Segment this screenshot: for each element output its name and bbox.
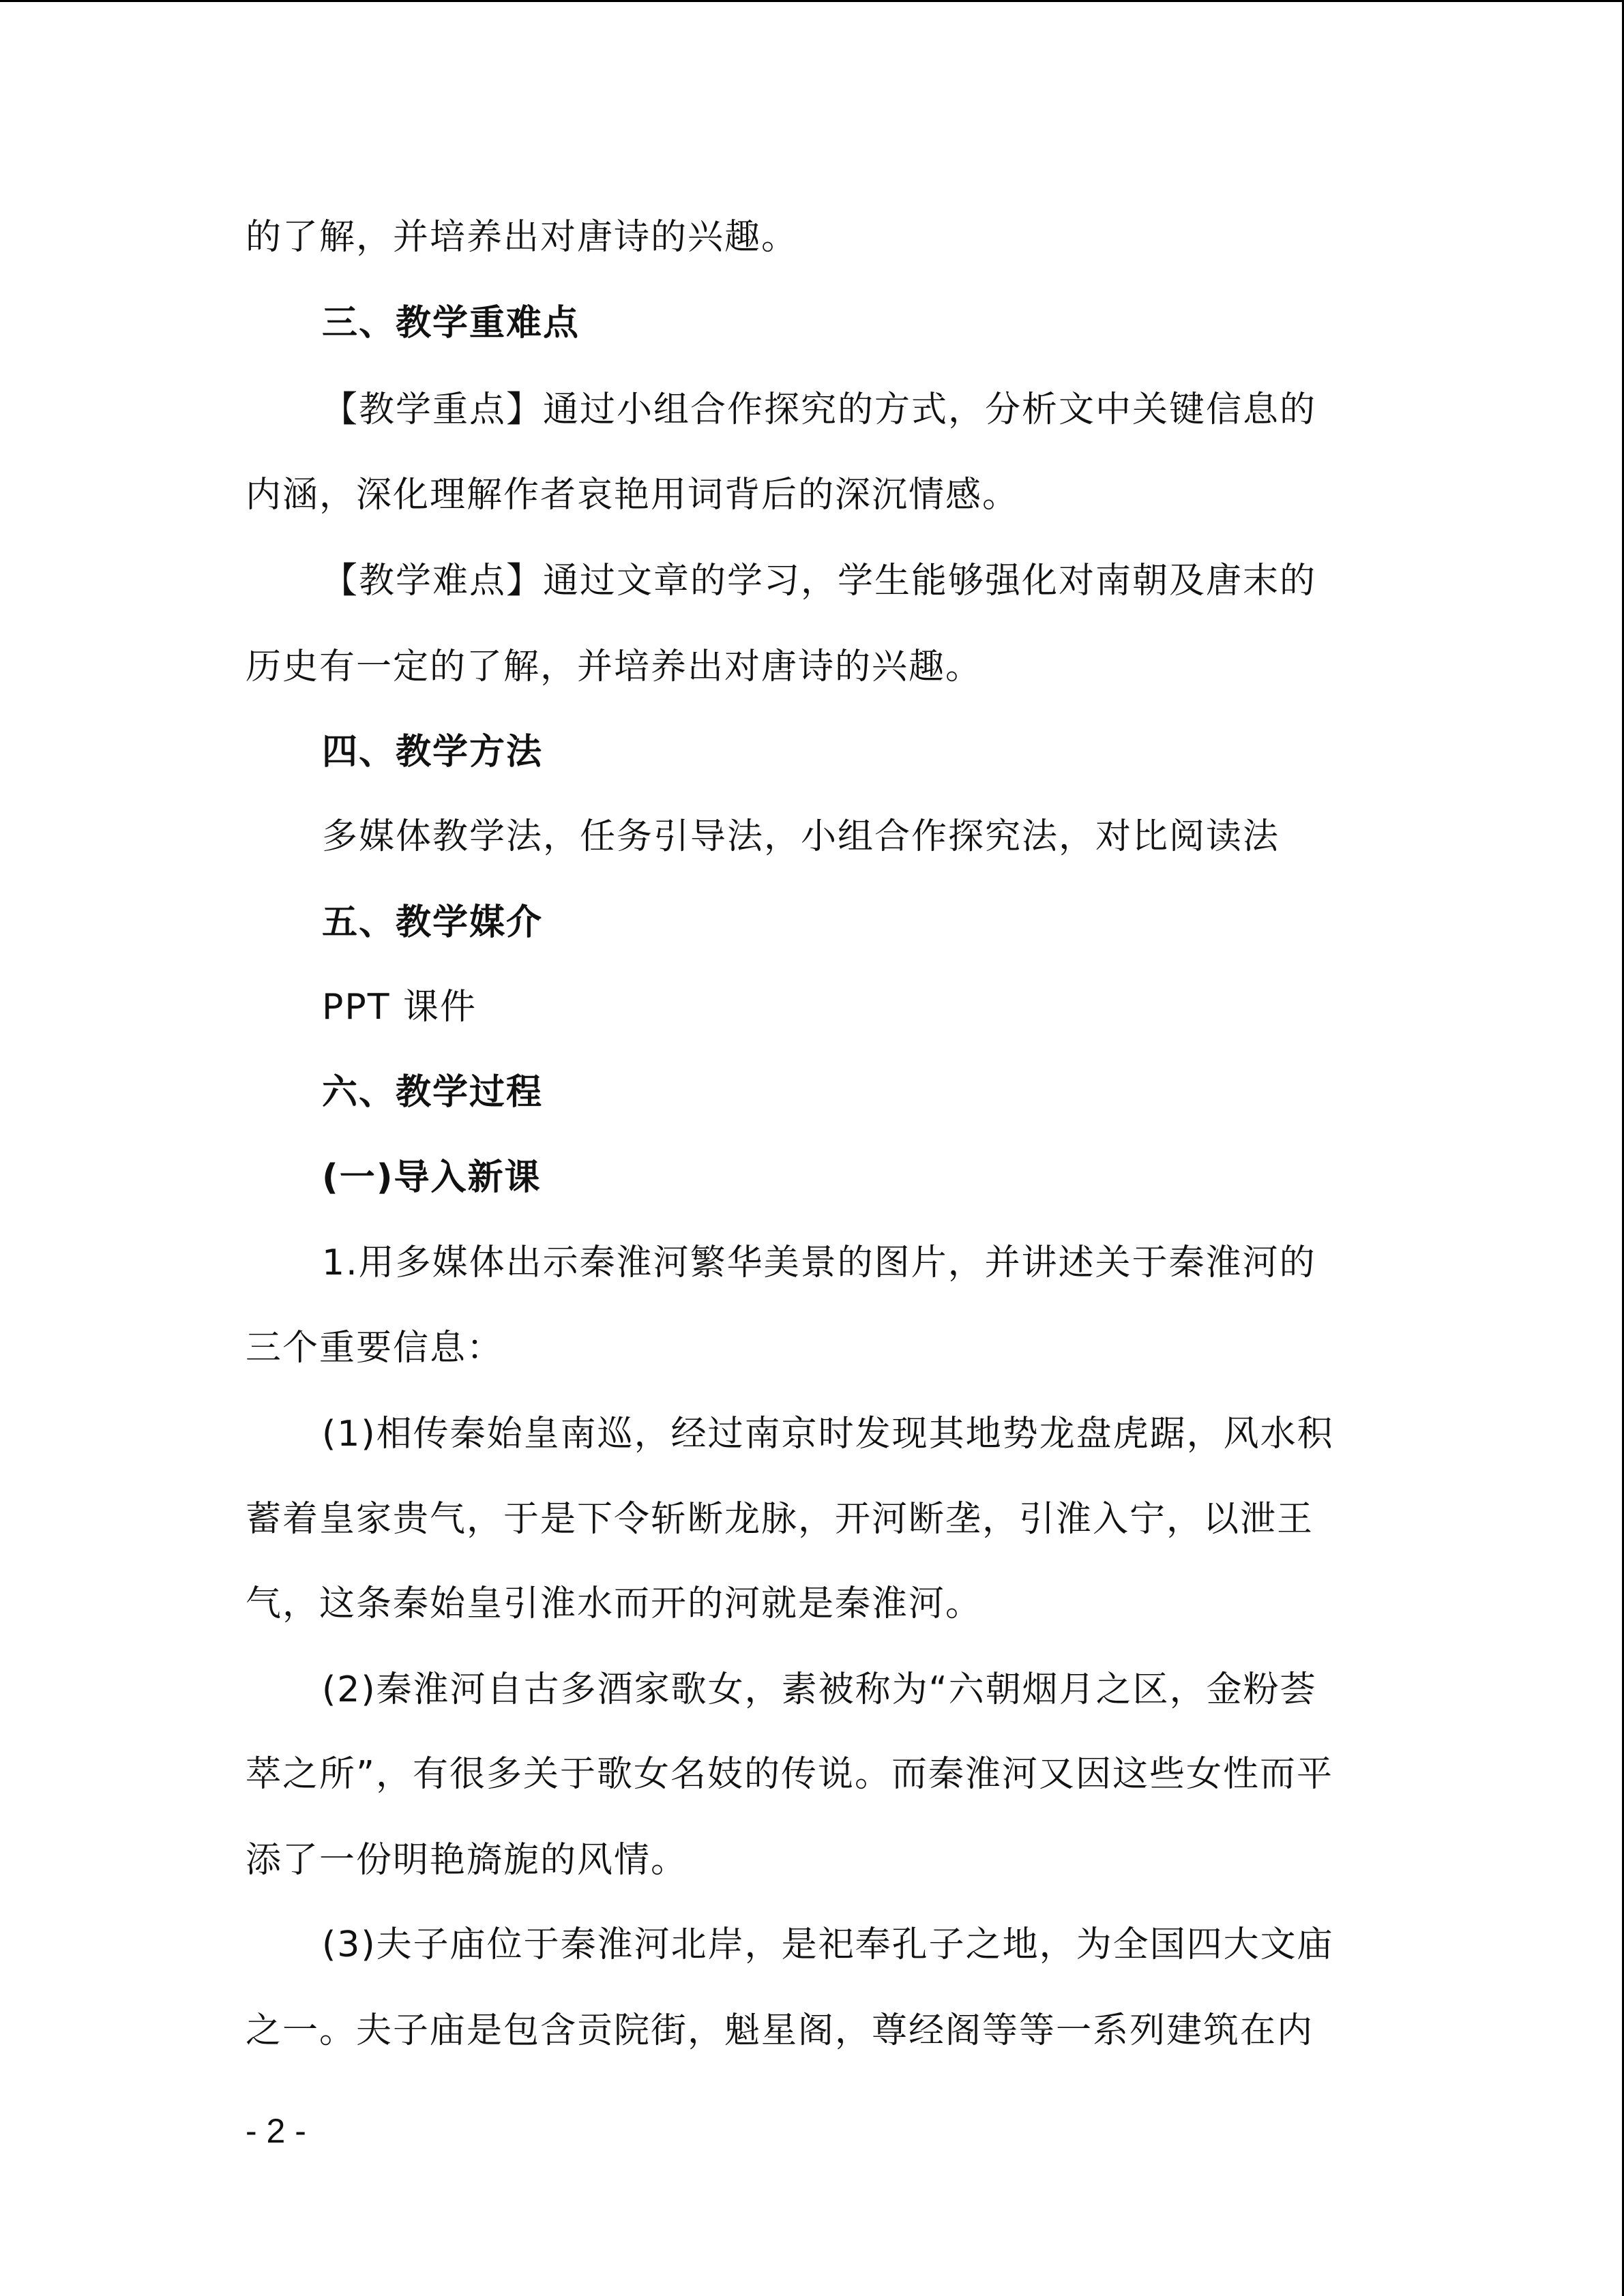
paragraph-line: 三个重要信息： xyxy=(246,1328,504,1369)
page-number: - 2 - xyxy=(246,2112,306,2150)
paragraph-line: 历史有一定的了解，并培养出对唐诗的兴趣。 xyxy=(246,646,983,687)
section-heading-teaching-process: 六、教学过程 xyxy=(322,1072,544,1113)
paragraph-line: 内涵，深化理解作者哀艳用词背后的深沉情感。 xyxy=(246,475,1020,516)
paragraph-line: 添了一份明艳旖旎的风情。 xyxy=(246,1840,688,1881)
subsection-heading-introduction: (一)导入新课 xyxy=(322,1157,542,1198)
paragraph-line: (1)相传秦始皇南巡，经过南京时发现其地势龙盘虎踞，风水积 xyxy=(322,1414,1334,1455)
paragraph-line: (3)夫子庙位于秦淮河北岸，是祀奉孔子之地，为全国四大文庙 xyxy=(322,1924,1334,1965)
paragraph-line: 的了解，并培养出对唐诗的兴趣。 xyxy=(246,217,799,258)
paragraph-line: 多媒体教学法，任务引导法，小组合作探究法，对比阅读法 xyxy=(322,816,1280,857)
paragraph-line: 萃之所”，有很多关于歌女名妓的传说。而秦淮河又因这些女性而平 xyxy=(246,1754,1333,1795)
paragraph-line: 1.用多媒体出示秦淮河繁华美景的图片，并讲述关于秦淮河的 xyxy=(322,1242,1316,1283)
paragraph-line: PPT 课件 xyxy=(322,987,477,1028)
paragraph-line: 【教学重点】通过小组合作探究的方式，分析文中关键信息的 xyxy=(322,389,1317,430)
paragraph-line: 【教学难点】通过文章的学习，学生能够强化对南朝及唐末的 xyxy=(322,561,1317,601)
section-heading-teaching-media: 五、教学媒介 xyxy=(322,902,544,943)
paragraph-line: 之一。夫子庙是包含贡院街，魁星阁，尊经阁等等一系列建筑在内 xyxy=(246,2010,1314,2051)
paragraph-line: 蓄着皇家贵气，于是下令斩断龙脉，开河断垄，引淮入宁，以泄王 xyxy=(246,1499,1314,1540)
paragraph-line: (2)秦淮河自古多酒家歌女，素被称为“六朝烟月之区，金粉荟 xyxy=(322,1669,1317,1710)
section-heading-key-difficult-points: 三、教学重难点 xyxy=(322,303,580,344)
paragraph-line: 气，这条秦始皇引淮水而开的河就是秦淮河。 xyxy=(246,1583,983,1624)
section-heading-teaching-methods: 四、教学方法 xyxy=(322,732,544,773)
